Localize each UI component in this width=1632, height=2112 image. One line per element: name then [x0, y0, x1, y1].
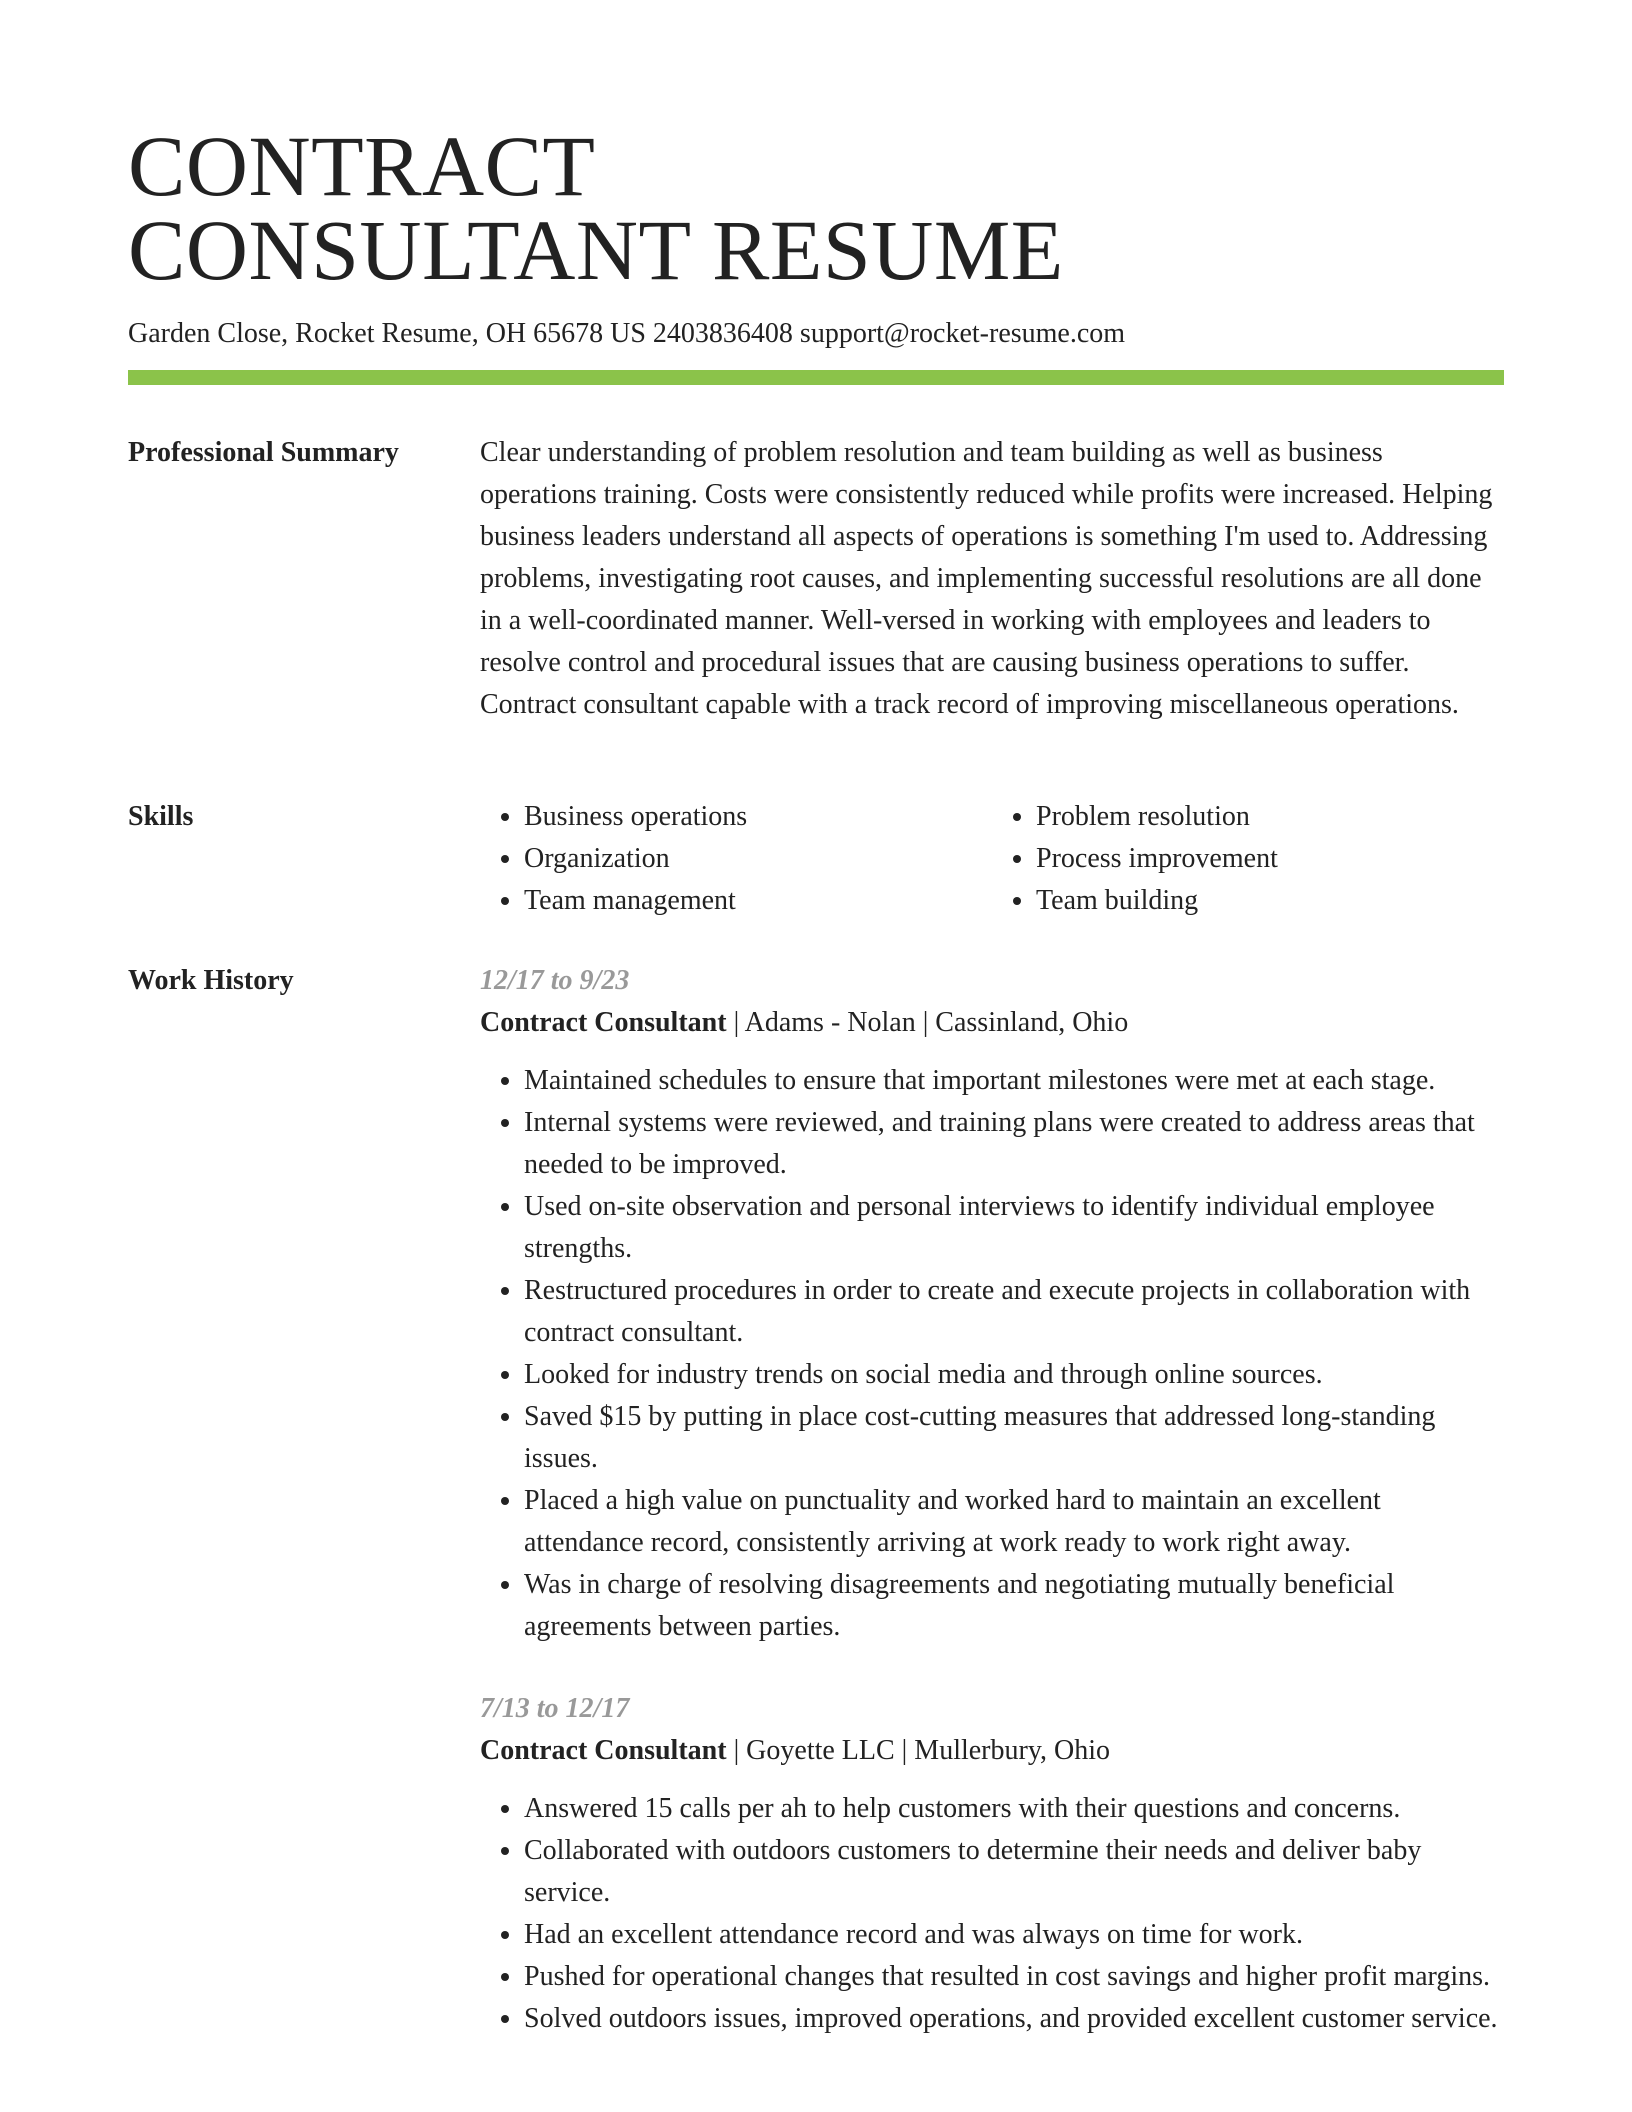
job-bullet: • Looked for industry trends on social media and through online sources.	[524, 1354, 1504, 1396]
resume-title	[128, 118, 1064, 298]
job-title: Contract Consultant	[480, 1007, 727, 1038]
skill-item: • Business operations	[524, 796, 992, 838]
job-bullet: • Restructured procedures in order to create and execute projects in collaboration with contract consultant.	[524, 1270, 1504, 1354]
job-entry	[480, 960, 1504, 1648]
job-bullet: • Collaborated with outdoors customers to determine their needs and deliver baby service.	[524, 1830, 1504, 1914]
job-details: | Adams - Nolan | Cassinland, Ohio	[726, 1007, 1129, 1038]
job-bullet: • Had an excellent attendance record and was always on time for work.	[524, 1914, 1504, 1956]
job-bullet: • Answered 15 calls per ah to help customers with their questions and concerns.	[524, 1788, 1504, 1830]
job-bullet: • Saved $15 by putting in place cost-cutting measures that addressed long-standing issues.	[524, 1396, 1504, 1480]
job-entry	[480, 1688, 1504, 2040]
skill-item: • Process improvement	[1036, 838, 1504, 880]
job-bullet: • Used on-site observation and personal interviews to identify individual employee strengths.	[524, 1186, 1504, 1270]
accent-divider	[128, 370, 1504, 385]
summary-text: Clear understanding of problem resolution and team building as well as business operations training. Costs were consistently reduced while profits were increased. Helping business leaders understand all aspects of operations is something I'm used to. Addressing problems, investigating root causes, and implementing successful resolutions are all done in a well-coordinated manner. Well-versed in working with employees and leaders to resolve control and procedural issues that are causing business operations to suffer. Contract consultant capable with a track record of improving miscellaneous operations.	[480, 437, 1493, 720]
skill-item: • Team management	[524, 880, 992, 922]
work-history-body	[480, 960, 1504, 2080]
title-line-1: CONTRACT	[128, 118, 596, 214]
job-heading	[480, 1002, 1504, 1044]
job-details: | Goyette LLC | Mullerbury, Ohio	[726, 1735, 1111, 1766]
job-bullets	[480, 1788, 1504, 2040]
job-bullets	[480, 1060, 1504, 1648]
job-dates: 7/13 to 12/17	[480, 1693, 630, 1724]
skills-list-right	[992, 796, 1504, 922]
skills-heading: Skills	[128, 801, 194, 832]
title-line-2: CONSULTANT RESUME	[128, 202, 1064, 298]
summary-body	[480, 432, 1504, 726]
job-bullet: • Was in charge of resolving disagreements and negotiating mutually beneficial agreements between parties.	[524, 1564, 1504, 1648]
skill-item: • Organization	[524, 838, 992, 880]
job-bullet: • Maintained schedules to ensure that important milestones were met at each stage.	[524, 1060, 1504, 1102]
skills-list-left	[480, 796, 992, 922]
job-title: Contract Consultant	[480, 1735, 727, 1766]
job-bullet: • Internal systems were reviewed, and training plans were created to address areas that needed to be improved.	[524, 1102, 1504, 1186]
job-bullet: • Placed a high value on punctuality and worked hard to maintain an excellent attendance record, consistently arriving at work ready to work right away.	[524, 1480, 1504, 1564]
skill-item: • Problem resolution	[1036, 796, 1504, 838]
job-bullet: • Pushed for operational changes that resulted in cost savings and higher profit margins.	[524, 1956, 1504, 1998]
job-heading	[480, 1730, 1504, 1772]
skills-columns	[480, 796, 1504, 922]
job-bullet: • Solved outdoors issues, improved operations, and provided excellent customer service.	[524, 1998, 1504, 2040]
summary-heading: Professional Summary	[128, 437, 399, 468]
work-history-heading: Work History	[128, 965, 294, 996]
skill-item: • Team building	[1036, 880, 1504, 922]
job-dates: 12/17 to 9/23	[480, 965, 630, 996]
contact-line: Garden Close, Rocket Resume, OH 65678 US 2403836408 support@rocket-resume.com	[128, 318, 1126, 349]
